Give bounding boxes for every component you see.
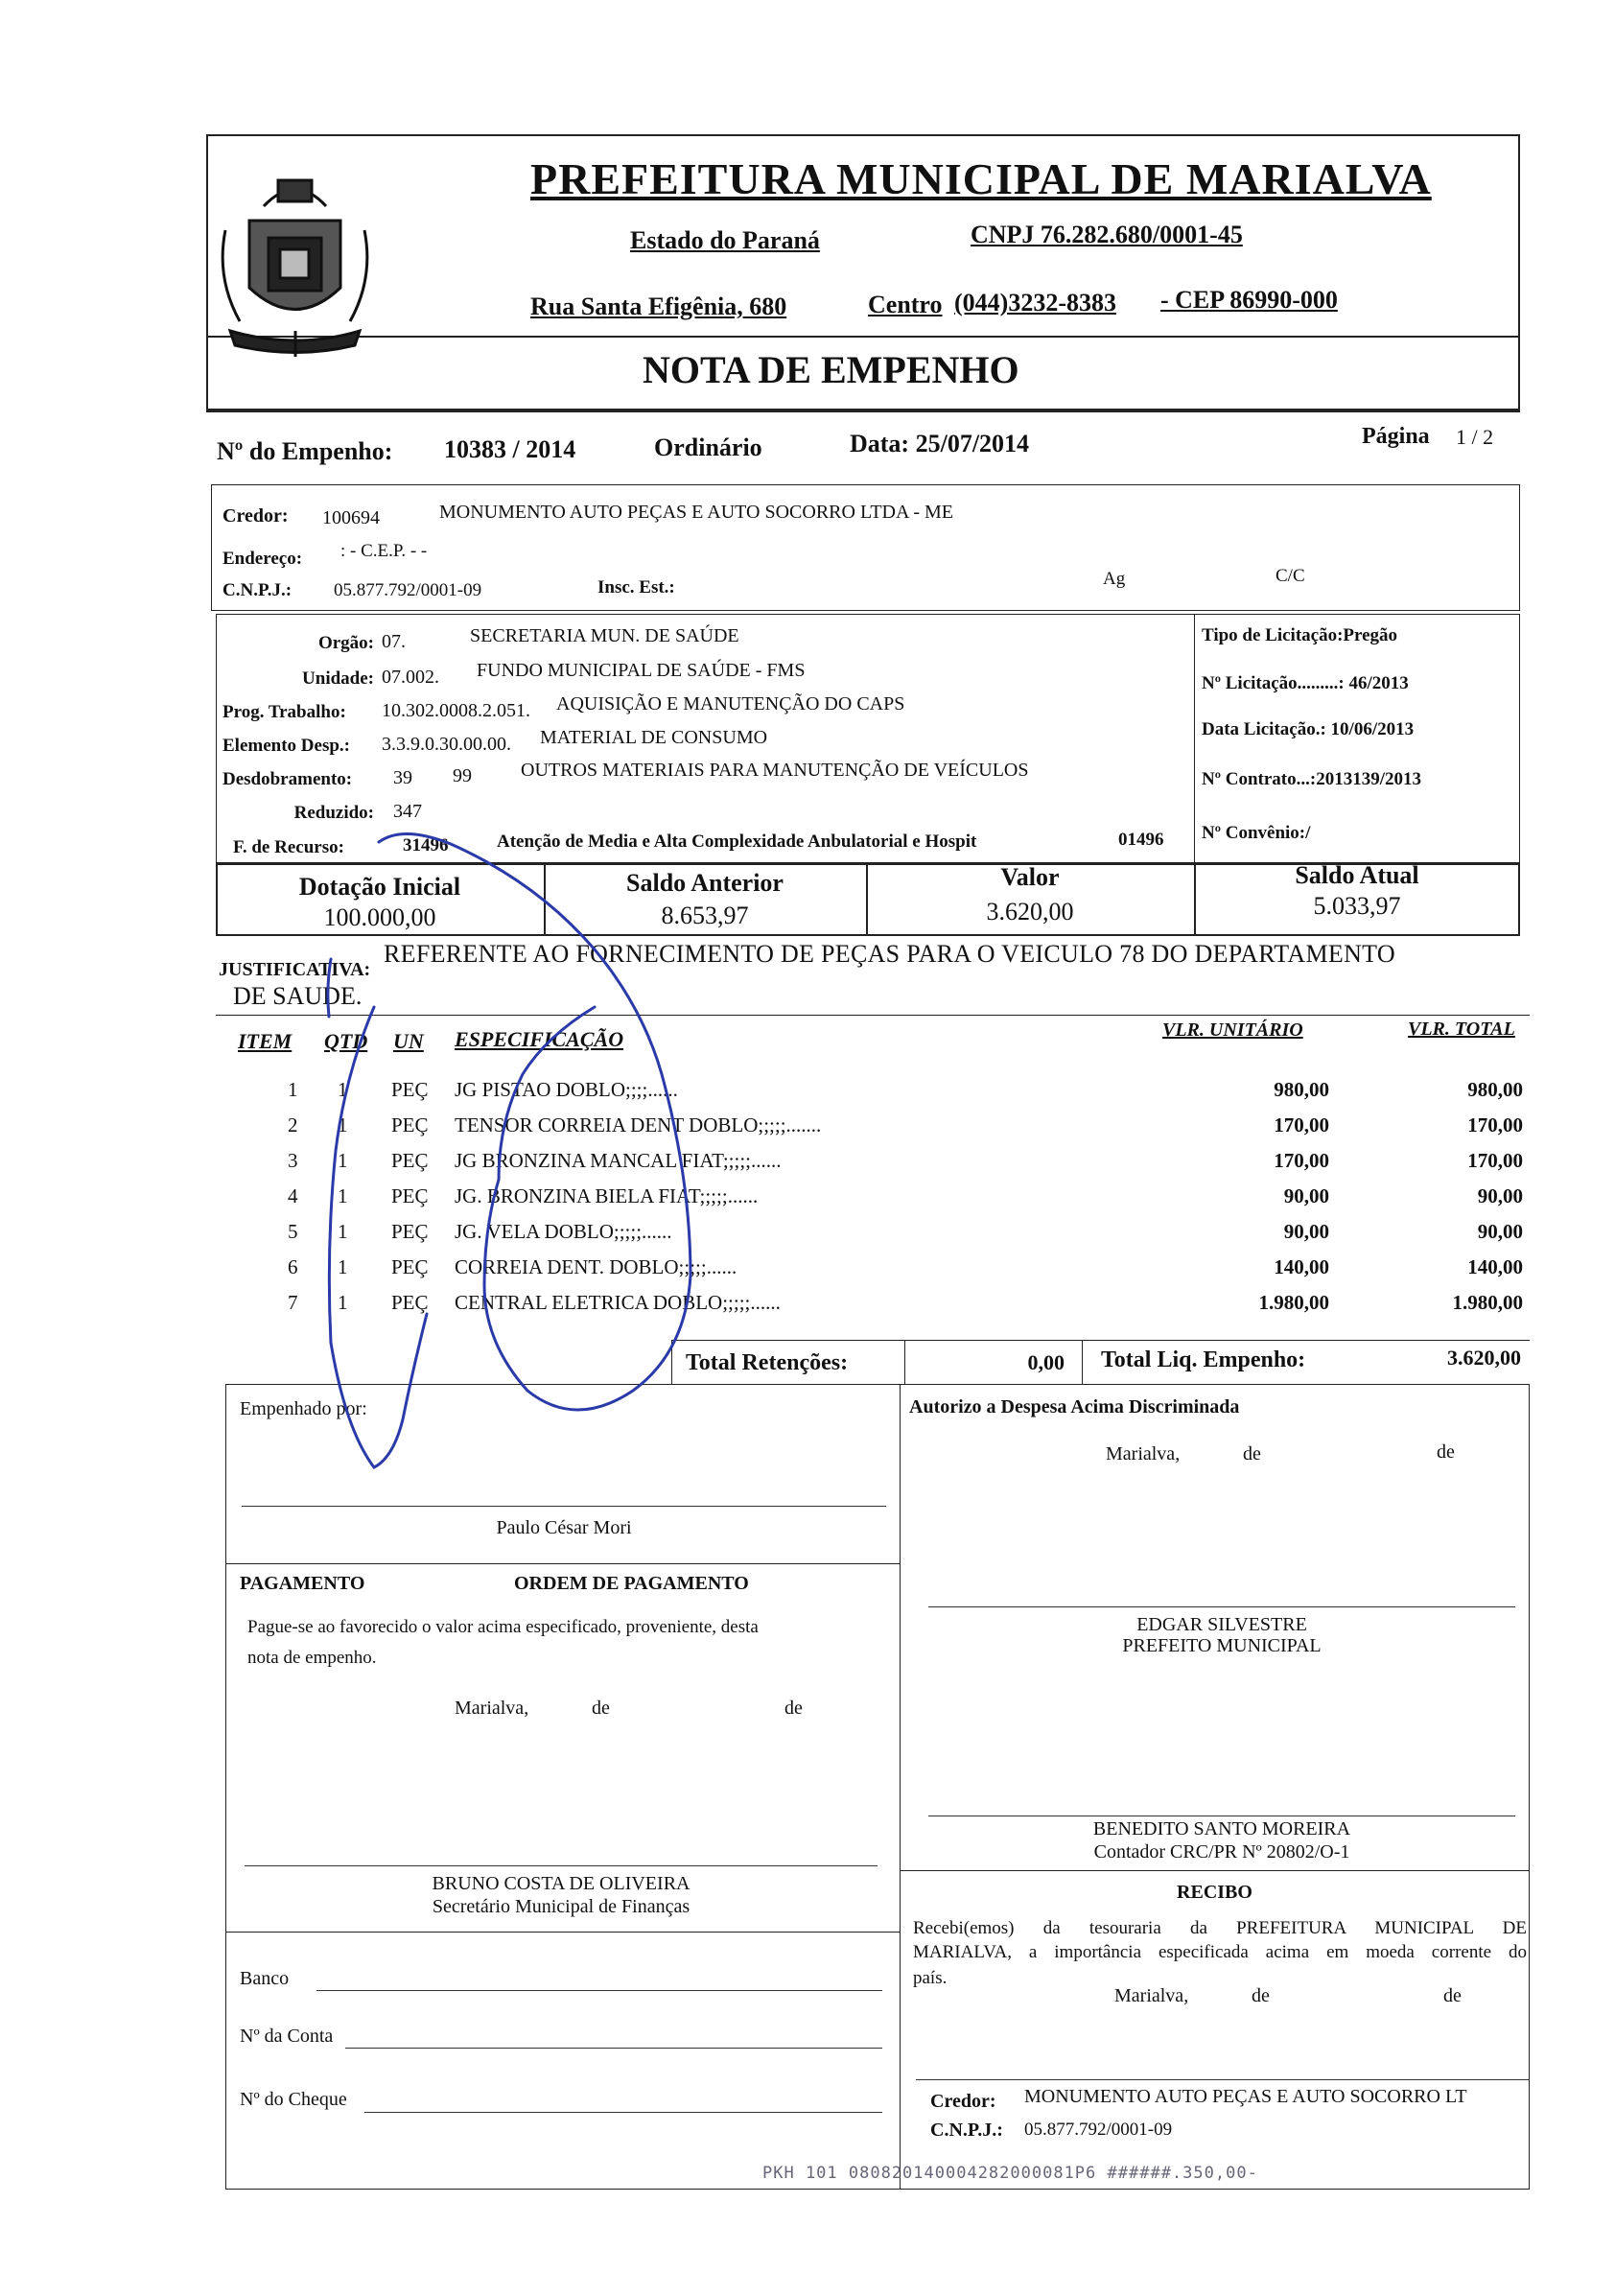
col-un-header: UN [393,1029,424,1053]
item-unit: 1.980,00 [1258,1291,1329,1314]
recurso-code2: 01496 [1118,830,1164,850]
item-qtd: 1 [338,1255,348,1278]
item-number: 1 [288,1078,298,1101]
ordem-pagamento-label: ORDEM DE PAGAMENTO [514,1573,749,1594]
licitacao-convenio: Nº Convênio:/ [1202,823,1311,843]
empenho-number: 10383 / 2014 [444,435,576,463]
total-liquido-value: 3.620,00 [1447,1346,1521,1370]
item-total: 170,00 [1467,1149,1523,1172]
item-number: 3 [288,1149,298,1172]
saldo-anterior-value: 8.653,97 [661,902,749,929]
header-district: Centro [868,291,943,318]
licitacao-contrato: Nº Contrato...:2013139/2013 [1202,769,1421,789]
item-qtd: 1 [338,1184,348,1207]
autorizo-city: Marialva, [1106,1443,1181,1464]
item-number: 5 [288,1220,298,1243]
pague-city: Marialva, [455,1698,529,1719]
empenhado-por-name: Paulo César Mori [496,1517,632,1538]
reduzido-code: 347 [393,801,422,822]
autorizo-de-2: de [1437,1441,1455,1463]
item-total: 1.980,00 [1452,1291,1523,1314]
col-item-header: ITEM [238,1029,293,1053]
item-total: 90,00 [1477,1184,1523,1207]
item-qtd: 1 [338,1078,348,1101]
header-cep: - CEP 86990-000 [1160,286,1338,314]
header-state: Estado do Paraná [630,226,820,254]
licitacao-data: Data Licitação.: 10/06/2013 [1202,719,1415,739]
prefeito-title: PREFEITO MUNICIPAL [1122,1635,1322,1656]
credor-cnpj-label: C.N.P.J.: [222,580,293,600]
desdobramento-b: 99 [453,765,472,786]
item-un: PEÇ [391,1291,429,1314]
empenho-date: Data: 25/07/2014 [850,430,1030,457]
item-un: PEÇ [391,1255,429,1278]
item-number: 7 [288,1291,298,1314]
desdobramento-name: OUTROS MATERIAIS PARA MANUTENÇÃO DE VEÍCULOS [521,760,1029,781]
reduzido-label: Reduzido: [293,803,374,823]
recibo-de-1: de [1252,1985,1270,2006]
unidade-label: Unidade: [302,668,374,689]
item-unit: 90,00 [1283,1184,1329,1207]
desdobramento-label: Desdobramento: [222,769,353,789]
conta-label: Nº da Conta [240,2026,334,2047]
pague-de-2: de [784,1698,803,1719]
col-espec-header: ESPECIFICAÇÃO [455,1027,624,1051]
page-number: 1 / 2 [1456,425,1494,449]
elemento-code: 3.3.9.0.30.00.00. [382,734,511,755]
banco-label: Banco [240,1968,290,1989]
prefeito-name: EDGAR SILVESTRE [1136,1614,1307,1635]
dotacao-label: Dotação Inicial [298,873,461,901]
recurso-code: 31496 [403,835,449,855]
item-qtd: 1 [338,1291,348,1314]
item-unit: 90,00 [1283,1220,1329,1243]
pague-de-1: de [592,1698,610,1719]
footer-bank-code: PKH 101 080820140004282000081P6 ######.350,00- [762,2164,1258,2183]
item-un: PEÇ [391,1078,429,1101]
item-unit: 170,00 [1274,1149,1329,1172]
unidade-code: 07.002. [382,667,439,688]
contador-name: BENEDITO SANTO MOREIRA [1092,1818,1351,1839]
col-qtd-header: QTD [324,1029,368,1053]
item-qtd: 1 [338,1113,348,1136]
total-liquido-label: Total Liq. Empenho: [1101,1347,1306,1372]
autorizo-de-1: de [1243,1443,1261,1464]
recibo-city: Marialva, [1114,1985,1189,2006]
item-qtd: 1 [338,1220,348,1243]
credor-code: 100694 [322,507,380,528]
item-desc: CORREIA DENT. DOBLO;;;;;...... [455,1255,737,1278]
header-title: PREFEITURA MUNICIPAL DE MARIALVA [530,154,1432,203]
item-un: PEÇ [391,1113,429,1136]
dotacao-value: 100.000,00 [323,903,436,931]
item-desc: CENTRAL ELETRICA DOBLO;;;;;...... [455,1291,781,1314]
item-desc: JG. BRONZINA BIELA FIAT;;;;;...... [455,1184,759,1207]
recurso-label: F. de Recurso: [233,837,344,857]
col-total-header: VLR. TOTAL [1408,1019,1515,1040]
item-qtd: 1 [338,1149,348,1172]
item-number: 4 [288,1184,298,1207]
prog-label: Prog. Trabalho: [222,702,346,722]
item-un: PEÇ [391,1149,429,1172]
credor-cnpj: 05.877.792/0001-09 [334,580,482,600]
justificativa-text-1: REFERENTE AO FORNECIMENTO DE PEÇAS PARA O VEICULO 78 DO DEPARTAMENTO [384,940,1395,968]
total-retencoes-value: 0,00 [1027,1350,1065,1374]
contador-title: Contador CRC/PR Nº 20802/O-1 [1093,1841,1350,1863]
total-retencoes-label: Total Retenções: [686,1350,849,1375]
orgao-label: Orgão: [317,633,374,653]
elemento-label: Elemento Desp.: [222,736,350,756]
prog-name: AQUISIÇÃO E MANUTENÇÃO DO CAPS [556,693,905,715]
header-cnpj: CNPJ 76.282.680/0001-45 [971,221,1243,248]
col-unit-header: VLR. UNITÁRIO [1162,1019,1303,1041]
saldo-anterior-label: Saldo Anterior [626,869,784,897]
item-unit: 170,00 [1274,1113,1329,1136]
orgao-code: 07. [382,631,406,652]
orgao-name: SECRETARIA MUN. DE SAÚDE [470,625,739,646]
item-unit: 980,00 [1274,1078,1329,1101]
item-desc: JG BRONZINA MANCAL FIAT;;;;;...... [455,1149,782,1172]
credor-name: MONUMENTO AUTO PEÇAS E AUTO SOCORRO LTDA - ME [439,502,953,523]
pague-text-2: nota de empenho. [247,1648,377,1668]
prog-code: 10.302.0008.2.051. [382,700,530,721]
recibo-text-3: país. [913,1968,948,1988]
secretario-title: Secretário Municipal de Finanças [432,1896,690,1917]
credor-label: Credor: [222,505,289,527]
address-label: Endereço: [222,549,303,569]
cc-label: C/C [1276,566,1305,586]
item-total: 140,00 [1467,1255,1523,1278]
licitacao-tipo: Tipo de Licitação:Pregão [1202,625,1398,645]
empenho-kind: Ordinário [654,433,762,461]
saldo-atual-label: Saldo Atual [1295,861,1419,889]
item-total: 90,00 [1477,1220,1523,1243]
recibo-credor-name: MONUMENTO AUTO PEÇAS E AUTO SOCORRO LT [1024,2086,1467,2107]
justificativa-label: JUSTIFICATIVA: [219,959,371,980]
recibo-credor-label: Credor: [930,2091,996,2112]
document-type-title: NOTA DE EMPENHO [643,348,1019,391]
valor-label: Valor [1000,863,1060,891]
header-phone: (044)3232-8383 [954,289,1116,316]
ag-label: Ag [1103,569,1126,589]
licitacao-numero: Nº Licitação.........: 46/2013 [1202,673,1409,693]
desdobramento-a: 39 [393,767,412,788]
header-street: Rua Santa Efigênia, 680 [530,293,787,320]
recibo-cnpj: 05.877.792/0001-09 [1024,2120,1173,2140]
item-total: 170,00 [1467,1113,1523,1136]
recibo-title: RECIBO [1177,1882,1252,1903]
address-value: : - C.E.P. - - [340,541,428,561]
item-number: 2 [288,1113,298,1136]
empenhado-por-label: Empenhado por: [240,1398,367,1419]
saldo-atual-value: 5.033,97 [1313,892,1401,920]
secretario-name: BRUNO COSTA DE OLIVEIRA [432,1873,690,1894]
cheque-label: Nº do Cheque [240,2089,347,2110]
insc-est-label: Insc. Est.: [597,577,675,597]
unidade-name: FUNDO MUNICIPAL DE SAÚDE - FMS [477,660,806,681]
item-desc: JG. VELA DOBLO;;;;;...... [455,1220,672,1243]
pague-text-1: Pague-se ao favorecido o valor acima especificado, proveniente, desta [247,1617,759,1637]
recibo-cnpj-label: C.N.P.J.: [930,2120,1003,2141]
item-un: PEÇ [391,1184,429,1207]
justificativa-text-2: DE SAUDE. [233,982,363,1010]
recibo-de-2: de [1443,1985,1462,2006]
item-un: PEÇ [391,1220,429,1243]
empenho-number-label: Nº do Empenho: [217,437,393,465]
item-desc: JG PISTAO DOBLO;;;;...... [455,1078,678,1101]
valor-value: 3.620,00 [986,898,1074,925]
elemento-name: MATERIAL DE CONSUMO [540,727,768,748]
pagamento-label: PAGAMENTO [240,1573,365,1594]
item-number: 6 [288,1255,298,1278]
item-total: 980,00 [1467,1078,1523,1101]
page-label: Página [1362,424,1430,449]
recurso-name: Atenção de Media e Alta Complexidade Anbulatorial e Hospit [497,832,977,852]
item-desc: TENSOR CORREIA DENT DOBLO;;;;;....... [455,1113,822,1136]
item-unit: 140,00 [1274,1255,1329,1278]
autorizo-text: Autorizo a Despesa Acima Discriminada [909,1396,1240,1417]
recibo-text-2: MARIALVA, a importância especificada acima em moeda corrente do [913,1942,1527,1962]
recibo-text-1: Recebi(emos) da tesouraria da PREFEITURA MUNICIPAL DE [913,1918,1527,1938]
